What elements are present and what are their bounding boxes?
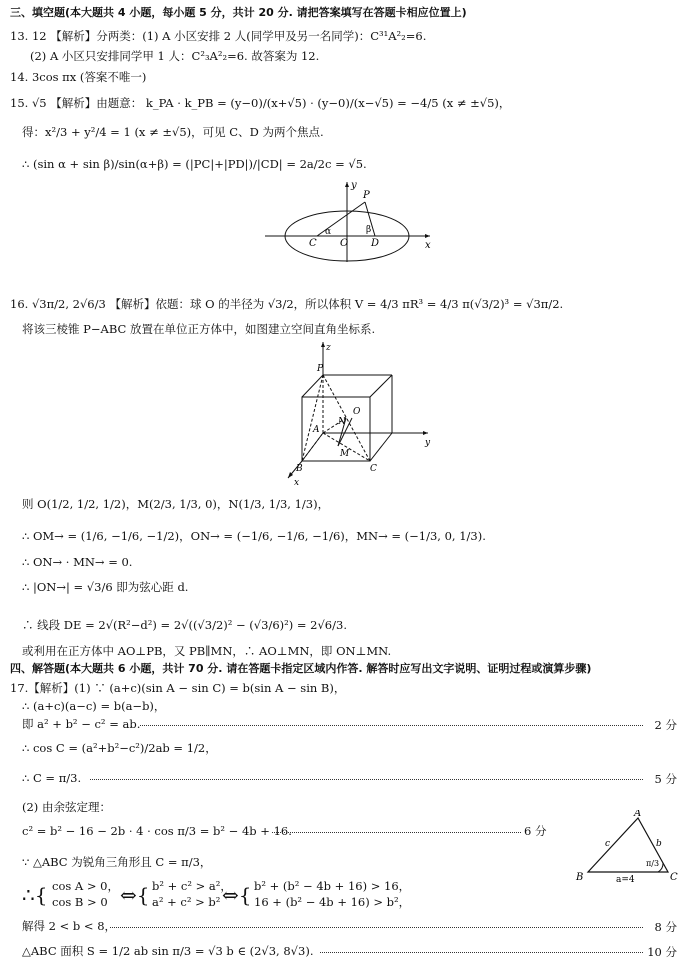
q17-sys-b: cos B > 0 (52, 895, 108, 909)
q17-score-10: 10 分 (647, 945, 677, 959)
q16-line4: ∴ OM→ = (1/6, −1/6, −1/2)，ON→ = (−1/6, −1/6, −1/6)，MN→ = (−1/3, 0, 1/3). (22, 529, 486, 543)
q13-line1: 13. 12 【解析】分两类：(1) A 小区安排 2 人(同学甲及另一名同学)：C³¹A²₂=6. (10, 29, 427, 43)
q17-score-2: 2 分 (654, 718, 677, 732)
cube-a-label: A (313, 425, 320, 435)
ellipse-o-label: O (340, 238, 349, 249)
q17-dots-6 (272, 832, 521, 833)
q17-dots-2 (140, 725, 643, 726)
ellipse-beta-label: β (366, 225, 372, 235)
q17-sys-a: cos A > 0， (52, 879, 119, 893)
cube-m-label: M (340, 449, 350, 459)
ellipse-y-label: y (351, 180, 357, 191)
q17-sys-d: a² + c² > b² (152, 895, 221, 909)
q16-line7: ∴ 线段 DE = 2√(R²−d²) = 2√((√3/2)² − (√3/6)²) = 2√6/3. (22, 618, 347, 632)
tri-a-label: A (634, 810, 642, 819)
cube-b-label: B (296, 464, 303, 474)
q16-line5: ∴ ON→ · MN→ = 0. (22, 555, 133, 569)
cube-x-label: x (294, 478, 300, 488)
ellipse-d-label: D (371, 238, 380, 249)
q17-line6: (2) 由余弦定理： (22, 800, 111, 814)
q15-head-text: 15. √5 【解析】由题意： (10, 96, 143, 110)
q17-line1: 17.【解析】(1) ∵ (a+c)(sin A − sin C) = b(sin A − sin B)， (10, 681, 346, 695)
q13-line2: (2) A 小区只安排同学甲 1 人：C²₃A²₂=6. 故答案为 12. (30, 49, 320, 63)
cube-figure (280, 338, 435, 488)
cube-y-label: y (425, 438, 431, 448)
q17-score-5: 5 分 (654, 772, 677, 786)
q17-score-8: 8 分 (654, 920, 677, 934)
q16-line2: 将该三棱锥 P−ABC 放置在单位正方体中，如图建立空间直角坐标系. (22, 322, 376, 336)
q17-score-6: 6 分 (524, 824, 547, 838)
q15-line3: ∴ (sin α + sin β)/sin(α+β) = (|PC|+|PD|)/|CD| = 2a/2c = √5. (22, 157, 367, 171)
q17-line8: ∵ △ABC 为锐角三角形且 C = π/3， (22, 855, 212, 869)
triangle-figure (572, 810, 682, 885)
section4-title: 四、解答题(本大题共 6 小题，共计 70 分. 请在答题卡指定区域内作答. 解答时应写出文字说明、证明过程或演算步骤) (10, 662, 592, 675)
q17-dots-8 (110, 927, 643, 928)
q17-iff2: ⇔{ (222, 883, 252, 907)
q17-dots-5 (90, 779, 643, 780)
q16-line8: 或利用在正方体中 AO⊥PB，又 PB∥MN，∴ AO⊥MN，即 ON⊥MN. (22, 644, 392, 658)
cube-c-label: C (370, 464, 377, 474)
q14-line1: 14. 3cos πx (答案不唯一) (10, 70, 147, 84)
q17-iff1: ⇔{ (120, 883, 150, 907)
tri-c-label: C (670, 872, 678, 883)
q17-line2: ∴ (a+c)(a−c) = b(a−b)， (22, 699, 166, 713)
q17-sys-c: b² + c² > a²， (152, 879, 232, 893)
q17-line3: 即 a² + b² − c² = ab. (22, 717, 141, 731)
tri-b-label: B (576, 872, 584, 883)
tri-c-side: c (605, 839, 611, 849)
q15-head (10, 96, 510, 110)
tri-angle-label: π/3 (646, 859, 660, 868)
cube-p-label: P (317, 364, 324, 374)
ellipse-alpha-label: α (325, 227, 332, 237)
q17-line7: c² = b² − 16 − 2b · 4 · cos π/3 = b² − 4b + 16. (22, 824, 292, 838)
tri-b-side: b (656, 839, 662, 849)
section3-title: 三、填空题(本大题共 4 小题，每小题 5 分，共计 20 分. 请把答案填写在答题卡相应位置上) (10, 6, 467, 19)
cube-z-label: z (326, 343, 331, 353)
q16-line1: 16. √3π/2, 2√6/3 【解析】依题：球 O 的半径为 √3/2，所以体积 V = 4/3 πR³ = 4/3 π(√3/2)³ = √3π/2. (10, 297, 564, 311)
ellipse-p-label: P (363, 190, 370, 201)
q17-line10: 解得 2 < b < 8， (22, 919, 117, 933)
q17-sys-e: b² + (b² − 4b + 16) > 16， (254, 879, 411, 893)
q15-eq1: k_PA · k_PB = (y−0)/(x+√5) · (y−0)/(x−√5) = −4/5 (x ≠ ±√5)， (145, 96, 511, 110)
ellipse-x-label: x (425, 240, 431, 251)
q16-line3: 则 O(1/2, 1/2, 1/2)，M(2/3, 1/3, 0)，N(1/3, 1/3, 1/3)， (22, 497, 330, 511)
ellipse-c-label: C (309, 238, 317, 249)
tri-base-label: a=4 (616, 875, 635, 885)
q17-line5: ∴ C = π/3. (22, 771, 82, 785)
q17-therefore: ∴{ (22, 883, 48, 907)
q15-line2: 得：x²/3 + y²/4 = 1 (x ≠ ±√5)，可见 C、D 为两个焦点. (22, 125, 324, 139)
cube-n-label: N (338, 417, 346, 427)
cube-o-label: O (353, 407, 361, 417)
q17-dots-10 (320, 952, 643, 953)
q16-line6: ∴ |ON→| = √3/6 即为弦心距 d. (22, 580, 189, 594)
q17-line4: ∴ cos C = (a²+b²−c²)/2ab = 1/2， (22, 741, 217, 755)
q17-sys-f: 16 + (b² − 4b + 16) > b²， (254, 895, 411, 909)
q17-line11: △ABC 面积 S = 1/2 ab sin π/3 = √3 b ∈ (2√3, 8√3). (22, 944, 314, 958)
ellipse-figure (265, 178, 435, 263)
